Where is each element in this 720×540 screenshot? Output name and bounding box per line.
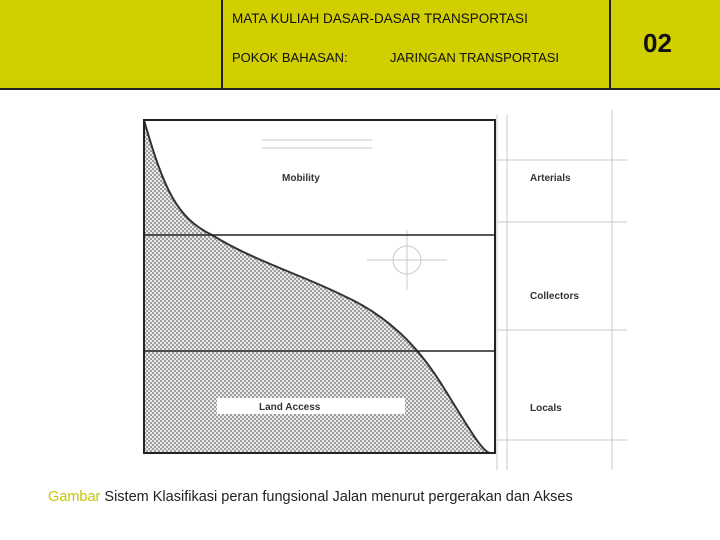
topic-label: POKOK BAHASAN: bbox=[232, 50, 348, 65]
mobility-label: Mobility bbox=[282, 173, 320, 184]
caption-prefix: Gambar bbox=[48, 489, 101, 505]
collectors-label: Collectors bbox=[530, 291, 579, 302]
topic-value: JARINGAN TRANSPORTASI bbox=[390, 50, 560, 65]
land-access-label: Land Access bbox=[259, 402, 321, 413]
caption-text: Sistem Klasifikasi peran fungsional Jalan menurut pergerakan dan Akses bbox=[100, 489, 573, 505]
locals-label: Locals bbox=[530, 403, 562, 414]
arterials-label: Arterials bbox=[530, 173, 571, 184]
header-bar bbox=[0, 0, 720, 90]
header-title-cell bbox=[223, 0, 611, 88]
slide-number: 02 bbox=[643, 28, 672, 58]
header-number-cell bbox=[611, 0, 720, 88]
figure-caption bbox=[48, 489, 573, 505]
header-blank-cell bbox=[0, 0, 223, 88]
course-title: MATA KULIAH DASAR-DASAR TRANSPORTASI bbox=[232, 11, 528, 26]
road-classification-diagram bbox=[112, 100, 632, 480]
